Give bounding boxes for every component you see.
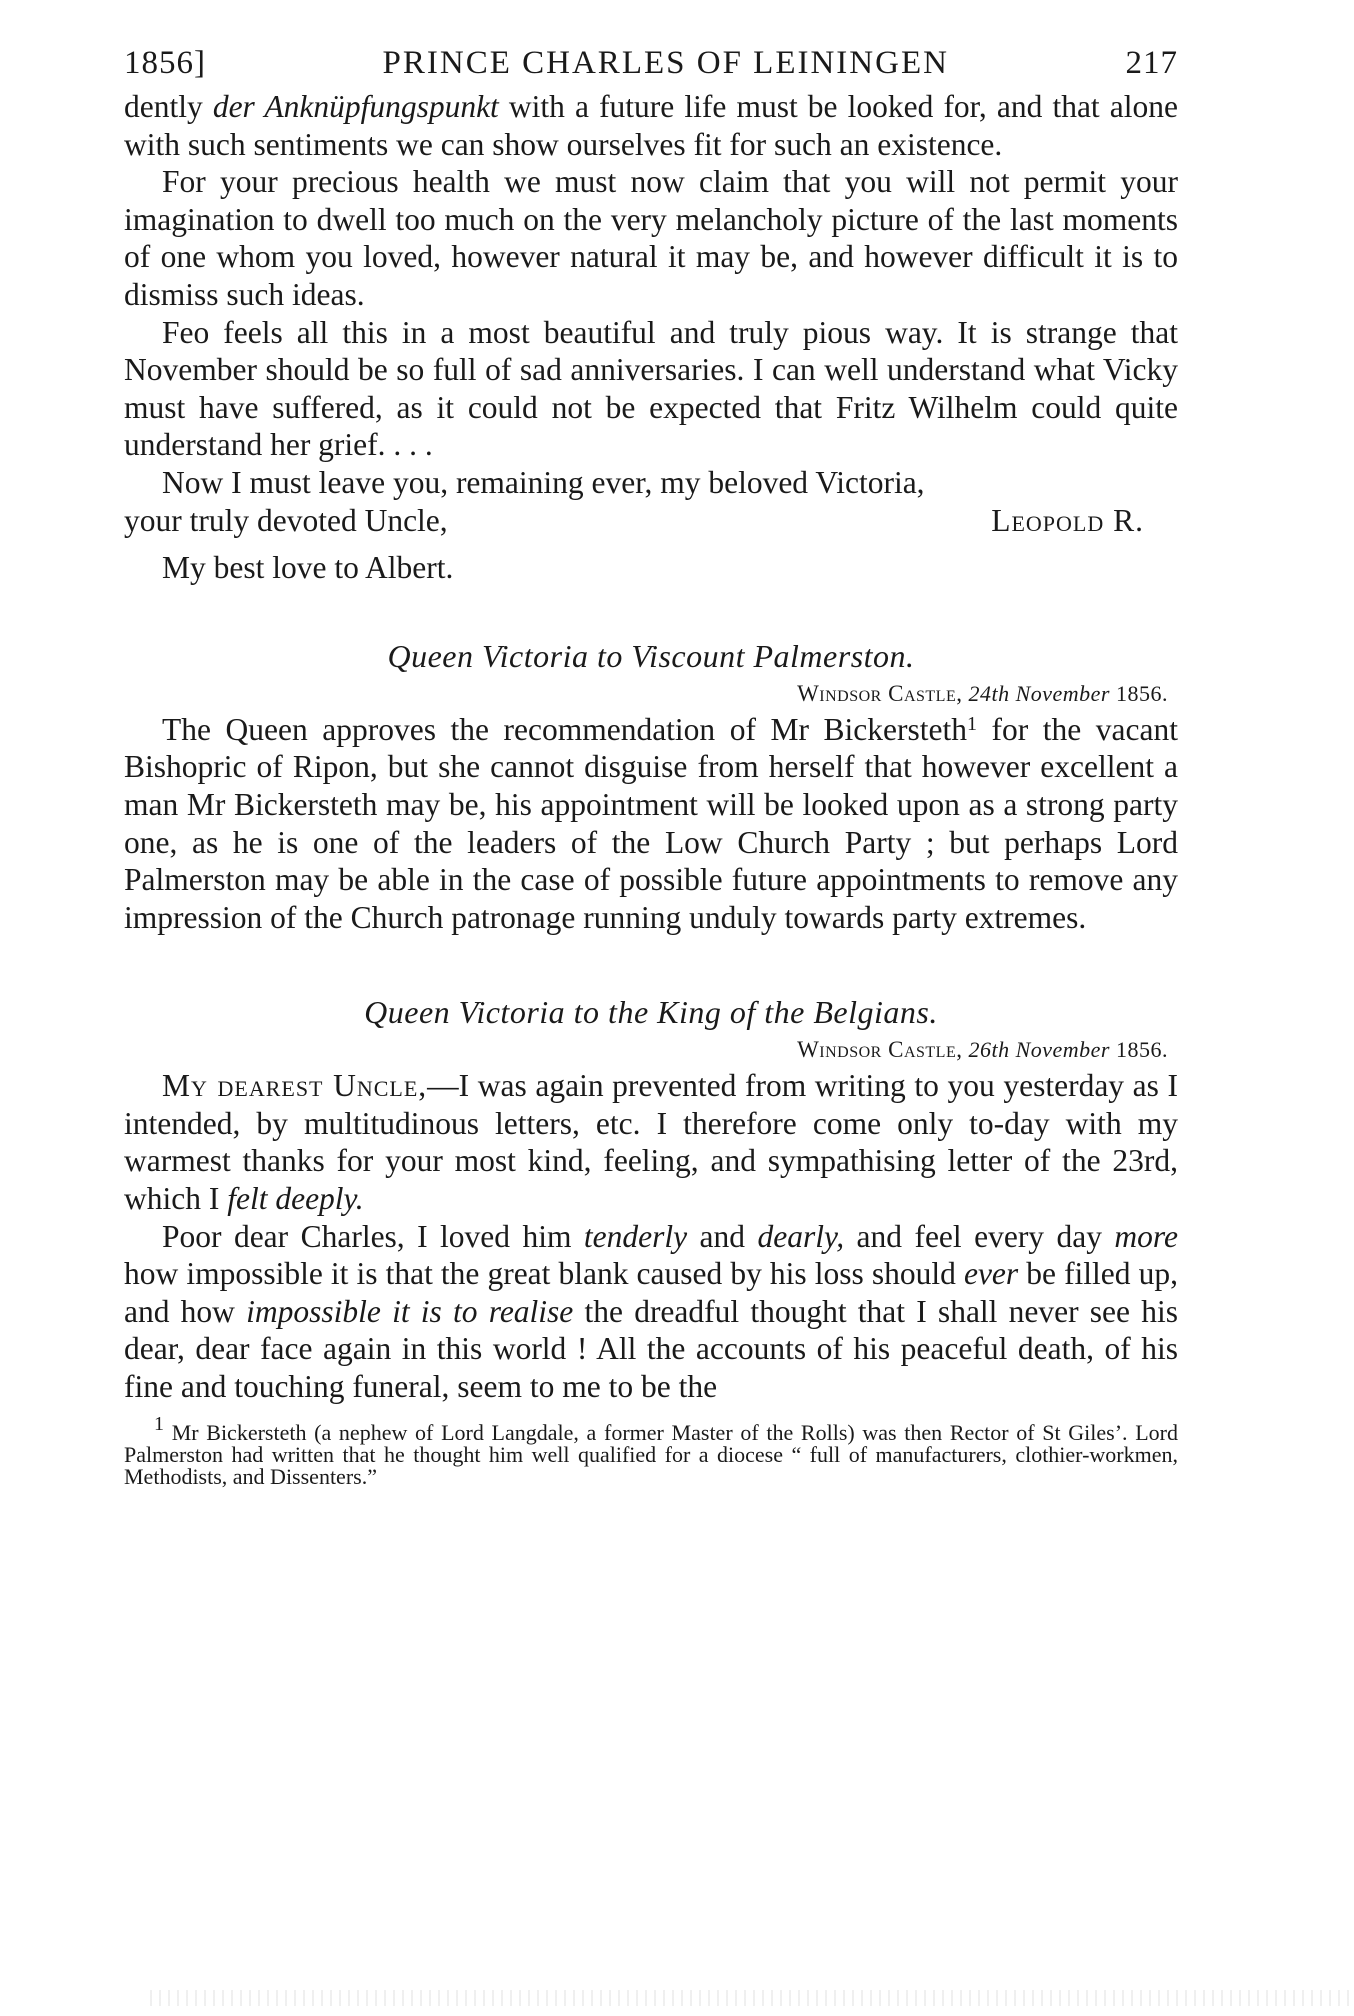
page-number: 217 — [1125, 45, 1178, 81]
letter1-signature-line — [124, 502, 1178, 540]
salutation: My dearest Uncle, — [162, 1068, 428, 1104]
letter2-dateline: Windsor Castle, 24th November 1856. — [797, 680, 1168, 706]
letter3-dateline: Windsor Castle, 26th November 1856. — [797, 1037, 1168, 1063]
german-phrase: der Anknüpfungspunkt — [212, 89, 499, 124]
running-head-title: PRINCE CHARLES OF LEININGEN — [382, 45, 949, 81]
closing-phrase: your truly devoted Uncle, — [124, 502, 448, 538]
footnote-reference: 1 — [966, 712, 977, 735]
letter1-closing: Now I must leave you, remaining ever, my beloved Victoria, — [162, 464, 925, 500]
letter3-opening: My dearest Uncle,—I was again prevented from writing to you yesterday as I intended, by multitudinous letters, etc. I therefore come only to-day with my warmest thanks for your most kind, feeling, and sympathising letter of the 23rd, which I felt deeply. — [124, 1068, 1178, 1217]
footnote: $^1$ Mr Bickersteth (a nephew of Lord Langdale, a former Master of the Rolls) was then Rector of St Giles’. Lord Palmerston had written that he thought him well qualified for a diocese “ full of manufacturers, clothier-workmen, Methodists, and Dissenters.” — [124, 1412, 1178, 1489]
letter2-body: The Queen approves the recommendation of Mr Bickersteth$^1$ for the vacant Bishopric of Ripon, but she cannot disguise from herself that however excellent a man Mr Bickersteth may be, his appointment will be looked upon as a strong party one, as he is one of the leaders of the Low Church Party ; but perhaps Lord Palmerston may be able in the case of possible future appointments to remove any impression of the Church patronage running unduly towards party extremes. — [124, 711, 1178, 935]
postscript: My best love to Albert. — [162, 550, 454, 586]
scan-noise — [150, 1990, 1350, 2006]
letter3-heading: Queen Victoria to the King of the Belgians. — [364, 994, 938, 1031]
letter1-continuation: dently der Anknüpfungspunkt with a future life must be looked for, and that alone with such sentiments we can show ourselves fit for such an existence. — [124, 89, 1178, 162]
letter3-paragraph-charles: Poor dear Charles, I loved him tenderly and dearly, and feel every day more how impossible it is that the great blank caused by his loss should ever be filled up, and how impossible it is to realise the dreadful thought that I shall never see his dear, dear face again in this world ! All the accounts of his peaceful death, of his fine and touching funeral, seem to me to be the — [124, 1218, 1178, 1405]
letter2-heading: Queen Victoria to Viscount Palmerston. — [387, 637, 915, 674]
running-head-year: 1856] — [124, 45, 206, 81]
running-head — [124, 40, 1178, 86]
signature: Leopold R. — [991, 502, 1144, 538]
book-page — [124, 40, 1178, 1488]
letter1-paragraph-health: For your precious health we must now claim that you will not permit your imagination to dwell too much on the very melancholy picture of the last moments of one whom you loved, however natural it may be, and however difficult it is to dismiss such ideas. — [124, 164, 1178, 312]
letter1-paragraph-feo: Feo feels all this in a most beautiful and truly pious way. It is strange that November should be so full of sad anniversaries. I can well understand what Vicky must have suffered, as it could not be expected that Fritz Wilhelm could quite understand her grief. . . . — [124, 314, 1178, 463]
footnote-marker: 1 — [154, 1412, 164, 1435]
